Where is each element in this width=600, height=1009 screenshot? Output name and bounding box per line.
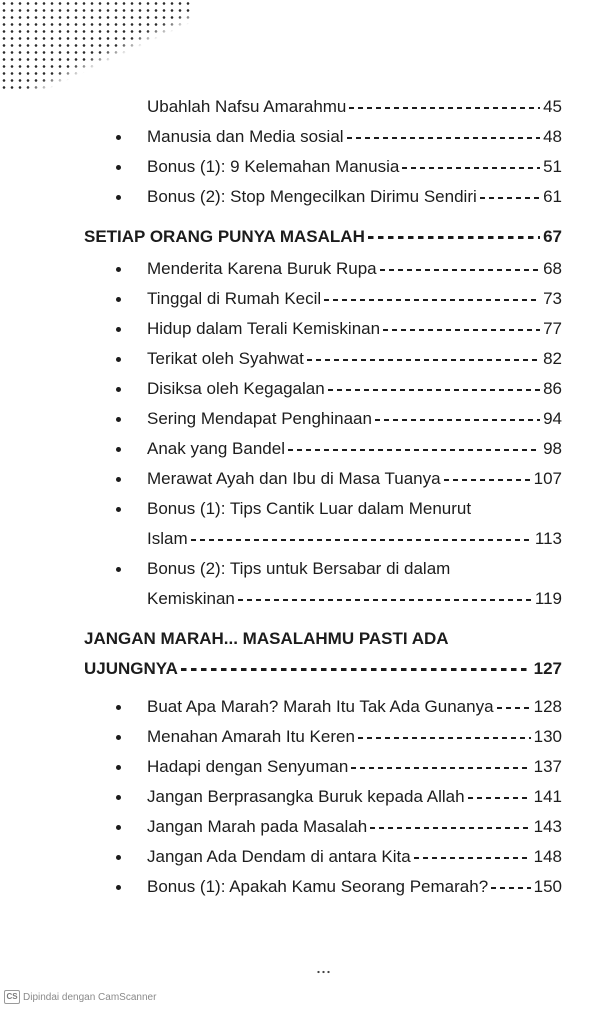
dot-leader bbox=[491, 887, 530, 889]
page-number: 130 bbox=[533, 727, 562, 746]
camscanner-text: Dipindai dengan CamScanner bbox=[23, 991, 157, 1003]
toc-title: Disiksa oleh Kegagalan bbox=[147, 379, 325, 398]
bullet-icon bbox=[116, 417, 121, 422]
dot-leader bbox=[324, 299, 540, 301]
toc-title: Bonus (1): Apakah Kamu Seorang Pemarah? bbox=[147, 877, 489, 896]
bullet-icon bbox=[116, 447, 121, 452]
page-footer-mark bbox=[316, 970, 330, 974]
toc-title: Hidup dalam Terali Kemiskinan bbox=[147, 319, 381, 338]
page-number: 113 bbox=[534, 529, 562, 548]
toc-title: Jangan Berprasangka Buruk kepada Allah bbox=[147, 787, 465, 806]
toc-title-line1: JANGAN MARAH... MASALAHMU PASTI ADA bbox=[84, 629, 449, 648]
camscanner-watermark bbox=[4, 990, 156, 1004]
page-number: 45 bbox=[543, 97, 562, 116]
dot-leader bbox=[370, 827, 530, 829]
dot-leader bbox=[238, 599, 532, 601]
dot-leader bbox=[380, 269, 540, 271]
page-number: 82 bbox=[543, 349, 562, 368]
toc-line bbox=[147, 434, 562, 464]
bullet-icon bbox=[116, 327, 121, 332]
toc-line bbox=[147, 842, 562, 872]
toc-line bbox=[147, 284, 562, 314]
bullet-icon bbox=[116, 387, 121, 392]
page-number: 68 bbox=[543, 259, 562, 278]
page-number: 141 bbox=[533, 787, 562, 806]
bullet-icon bbox=[116, 795, 121, 800]
dot-leader bbox=[288, 449, 540, 451]
camscanner-logo-icon: CS bbox=[4, 990, 20, 1004]
page-number: 107 bbox=[533, 469, 562, 488]
toc-line bbox=[147, 524, 562, 554]
toc-title: Menderita Karena Buruk Rupa bbox=[147, 259, 377, 278]
page-number: 67 bbox=[543, 227, 562, 246]
toc-title: Merawat Ayah dan Ibu di Masa Tuanya bbox=[147, 469, 441, 488]
page-number: 73 bbox=[543, 289, 562, 308]
toc-title: Anak yang Bandel bbox=[147, 439, 285, 458]
bullet-icon bbox=[116, 825, 121, 830]
dot-leader bbox=[368, 236, 540, 239]
toc-line bbox=[147, 152, 562, 182]
toc-line bbox=[84, 654, 562, 684]
page-number: 86 bbox=[543, 379, 562, 398]
toc-line bbox=[147, 182, 562, 212]
dot-leader bbox=[497, 707, 531, 709]
toc-title: Islam bbox=[147, 529, 188, 548]
toc-title-line1: Bonus (1): Tips Cantik Luar dalam Menurut bbox=[147, 499, 472, 518]
toc-line bbox=[147, 254, 562, 284]
toc-title: Hadapi dengan Senyuman bbox=[147, 757, 349, 776]
toc-line bbox=[147, 872, 562, 902]
toc-title: Buat Apa Marah? Marah Itu Tak Ada Gunanya bbox=[147, 697, 494, 716]
toc-title: Jangan Ada Dendam di antara Kita bbox=[147, 847, 411, 866]
dot-leader bbox=[347, 137, 541, 139]
dot-leader bbox=[351, 767, 530, 769]
toc-line bbox=[84, 222, 562, 252]
dot-leader bbox=[480, 197, 540, 199]
page-number: 77 bbox=[543, 319, 562, 338]
toc-line bbox=[147, 92, 562, 122]
bullet-icon bbox=[116, 357, 121, 362]
dot-leader bbox=[402, 167, 540, 169]
dot-leader bbox=[349, 107, 540, 109]
toc-line bbox=[147, 722, 562, 752]
dot-leader bbox=[383, 329, 540, 331]
toc-title-line1: Bonus (2): Tips untuk Bersabar di dalam bbox=[147, 559, 451, 578]
dot-leader bbox=[375, 419, 540, 421]
page-number: 61 bbox=[543, 187, 562, 206]
bullet-icon bbox=[116, 165, 121, 170]
toc-line bbox=[147, 752, 562, 782]
bullet-icon bbox=[116, 705, 121, 710]
page-number: 128 bbox=[533, 697, 562, 716]
bullet-icon bbox=[116, 885, 121, 890]
toc-title: Sering Mendapat Penghinaan bbox=[147, 409, 372, 428]
bullet-icon bbox=[116, 855, 121, 860]
bullet-icon bbox=[116, 195, 121, 200]
page-number: 150 bbox=[533, 877, 562, 896]
toc-line bbox=[147, 344, 562, 374]
dot-leader bbox=[444, 479, 531, 481]
toc-line bbox=[147, 692, 562, 722]
toc-title: UJUNGNYA bbox=[84, 659, 178, 678]
toc-title: Ubahlah Nafsu Amarahmu bbox=[147, 97, 347, 116]
bullet-icon bbox=[116, 477, 121, 482]
bullet-icon bbox=[116, 567, 121, 572]
toc-title: Menahan Amarah Itu Keren bbox=[147, 727, 355, 746]
toc-title: Jangan Marah pada Masalah bbox=[147, 817, 368, 836]
toc-line bbox=[147, 374, 562, 404]
toc-line bbox=[147, 404, 562, 434]
dot-leader bbox=[307, 359, 540, 361]
toc-title: Tinggal di Rumah Kecil bbox=[147, 289, 322, 308]
bullet-icon bbox=[116, 765, 121, 770]
toc-line bbox=[147, 314, 562, 344]
toc-title: Bonus (2): Stop Mengecilkan Dirimu Sendiri bbox=[147, 187, 477, 206]
toc-title: Terikat oleh Syahwat bbox=[147, 349, 304, 368]
toc-line bbox=[147, 464, 562, 494]
bullet-icon bbox=[116, 507, 121, 512]
dot-leader bbox=[358, 737, 531, 739]
bullet-icon bbox=[116, 735, 121, 740]
page-number: 143 bbox=[533, 817, 562, 836]
toc-title: Manusia dan Media sosial bbox=[147, 127, 344, 146]
dot-leader bbox=[328, 389, 540, 391]
toc-title: Kemiskinan bbox=[147, 589, 235, 608]
toc-line bbox=[147, 782, 562, 812]
dot-leader bbox=[468, 797, 531, 799]
bullet-icon bbox=[116, 267, 121, 272]
dot-leader bbox=[414, 857, 531, 859]
page-number: 94 bbox=[543, 409, 562, 428]
page-number: 98 bbox=[543, 439, 562, 458]
dot-leader bbox=[181, 668, 531, 671]
toc-line bbox=[147, 122, 562, 152]
toc-title: Bonus (1): 9 Kelemahan Manusia bbox=[147, 157, 400, 176]
page-number: 127 bbox=[533, 659, 562, 678]
page-number: 148 bbox=[533, 847, 562, 866]
page-number: 48 bbox=[543, 127, 562, 146]
bullet-icon bbox=[116, 135, 121, 140]
toc-title: SETIAP ORANG PUNYA MASALAH bbox=[84, 227, 365, 246]
page-number: 119 bbox=[534, 589, 562, 608]
page-number: 51 bbox=[543, 157, 562, 176]
bullet-icon bbox=[116, 297, 121, 302]
toc-line bbox=[147, 584, 562, 614]
page-number: 137 bbox=[533, 757, 562, 776]
dot-leader bbox=[191, 539, 532, 541]
toc-line bbox=[147, 812, 562, 842]
